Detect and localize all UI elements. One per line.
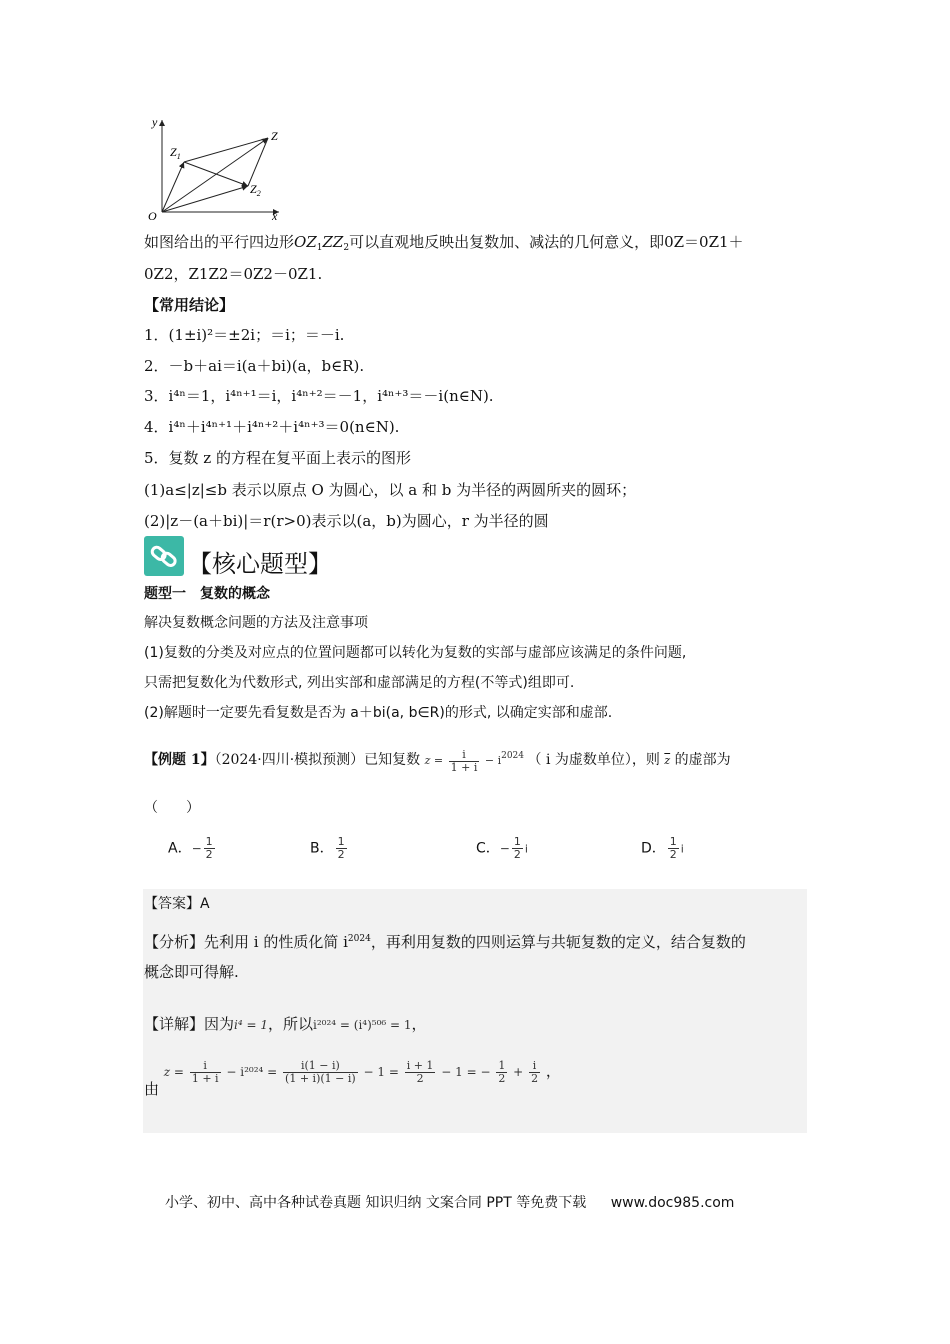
label-z1: $Z_1$ bbox=[170, 145, 181, 161]
conclusion-3: 3．i⁴ⁿ＝1，i⁴ⁿ⁺¹＝i，i⁴ⁿ⁺²＝－1，i⁴ⁿ⁺³＝－i(n∈N). bbox=[144, 387, 494, 405]
answer-line: 【答案】A bbox=[144, 896, 210, 912]
method-2: (2)解题时一定要先看复数是否为 a＋bi(a, b∈R)的形式, 以确定实部和虚部. bbox=[144, 705, 613, 721]
label-z2: $Z_2$ bbox=[250, 182, 261, 198]
side-z1z bbox=[184, 138, 268, 162]
derivation-line: 由 z = $\frac{i}{1 + i}$ − i²⁰²⁴ = $\frac{i(1 - i)}{(1 + i)(1 - i)}$ − 1 = $\frac{i + 1}{2}$ − 1 = − $\frac{1}{2}$ + $\frac{i}{2}$ ， bbox=[144, 1059, 561, 1098]
core-title: 【核心题型】 bbox=[188, 550, 332, 578]
conclusion-5: 5．复数 z 的方程在复平面上表示的图形 bbox=[144, 449, 411, 467]
option-c[interactable]: C．− $\frac{1}{2}$ i bbox=[476, 835, 528, 861]
label-o: O bbox=[148, 209, 157, 223]
example-1-line: 【例题 1】（2024·四川·模拟预测）已知复数 z = $\frac{i}{1 + i}$ − $i^{2024}$ （ i 为虚数单位），则 $\overline{z}$ 的虚部为 bbox=[144, 747, 731, 774]
example-formula: z = $\frac{i}{1 + i}$ − $i^{2024}$ bbox=[424, 747, 524, 774]
method-1a: (1)复数的分类及对应点的位置问题都可以转化为复数的实部与虚部应该满足的条件问题, bbox=[144, 645, 687, 661]
link-icon bbox=[144, 536, 184, 576]
conclusion-5-2: (2)|z－(a＋bi)|＝r(r>0)表示以(a，b)为圆心，r 为半径的圆 bbox=[144, 512, 549, 530]
example-blank: （ ） bbox=[144, 800, 200, 816]
analysis-line-1: 【分析】先利用 i 的性质化简 $i^{2024}$，再利用复数的四则运算与共轭复数的定义，结合复数的 bbox=[144, 933, 746, 951]
conclusion-2: 2．－b＋ai＝i(a＋bi)(a，b∈R). bbox=[144, 357, 365, 375]
option-a[interactable]: A．− $\frac{1}{2}$ bbox=[168, 835, 213, 861]
option-d[interactable]: D． $\frac{1}{2}$ i bbox=[641, 835, 684, 861]
footer bbox=[165, 1192, 734, 1212]
answer-box bbox=[143, 889, 807, 1133]
conclusion-5-1: (1)a≤|z|≤b 表示以原点 O 为圆心，以 a 和 b 为半径的两圆所夹的圆环； bbox=[144, 481, 637, 499]
method-1b: 只需把复数化为代数形式, 列出实部和虚部满足的方程(不等式)组即可. bbox=[144, 675, 575, 691]
option-b[interactable]: B． $\frac{1}{2}$ bbox=[310, 835, 345, 861]
conclusions-header: 【常用结论】 bbox=[144, 296, 235, 314]
vector-z1z2 bbox=[184, 162, 248, 186]
z-conjugate: $\overline{z}$ bbox=[664, 754, 671, 767]
detail-line: 【详解】因为i⁴ = 1，所以i²⁰²⁴ = (i⁴)⁵⁰⁶ = 1， bbox=[144, 1015, 427, 1033]
label-z: Z bbox=[271, 129, 278, 143]
method-title: 解决复数概念问题的方法及注意事项 bbox=[144, 615, 368, 631]
label-x: x bbox=[272, 209, 278, 223]
intro-line-2: 0Z2，Z1Z2＝0Z2－0Z1. bbox=[144, 265, 323, 283]
footer-text: 小学、初中、高中各种试卷真题 知识归纳 文案合同 PPT 等免费下载 bbox=[165, 1195, 587, 1211]
footer-url[interactable]: www.doc985.com bbox=[610, 1195, 735, 1211]
conclusion-1: 1．(1±i)²＝±2i；＝i；＝－i. bbox=[144, 326, 345, 344]
analysis-line-2: 概念即可得解. bbox=[144, 963, 239, 981]
intro-line-1: 如图给出的平行四边形$OZ_1ZZ_2$可以直观地反映出复数加、减法的几何意义，即0Z＝0Z1＋ bbox=[144, 233, 744, 253]
conclusion-4: 4．i⁴ⁿ＋i⁴ⁿ⁺¹＋i⁴ⁿ⁺²＋i⁴ⁿ⁺³＝0(n∈N). bbox=[144, 418, 400, 436]
label-y: y bbox=[152, 115, 158, 129]
type-heading: 题型一 复数的概念 bbox=[144, 586, 270, 602]
parallelogram-figure bbox=[144, 112, 294, 224]
vector-oz2 bbox=[162, 186, 248, 212]
